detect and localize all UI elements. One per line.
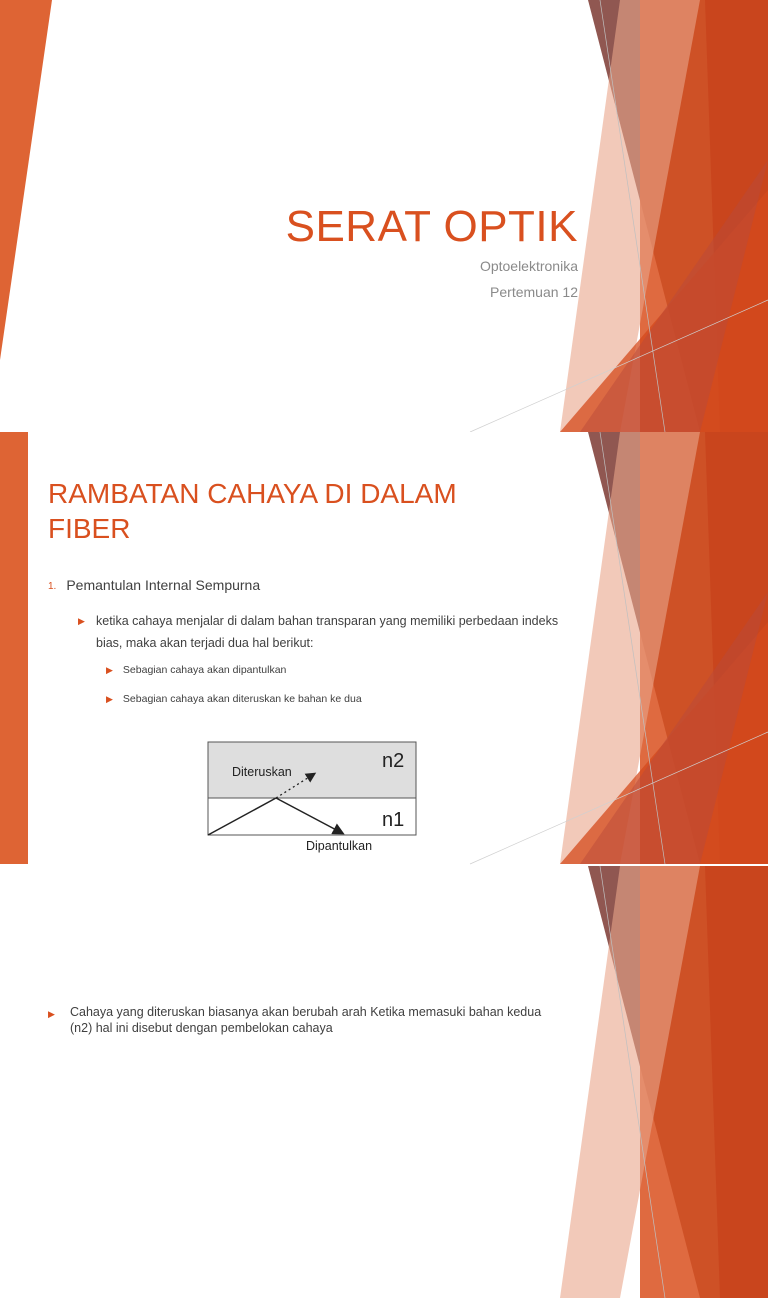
sub-bullet-text: Sebagian cahaya akan diteruskan ke bahan ke dua — [122, 693, 362, 705]
item-text: Pemantulan Internal Sempurna — [66, 577, 261, 593]
bullet-arrow-icon: ▶ — [106, 694, 113, 704]
bullet-arrow-icon: ▶ — [106, 665, 113, 675]
reflection-diagram — [206, 740, 418, 854]
slide-refraction — [0, 866, 768, 1035]
slide-propagation — [0, 432, 768, 864]
slide-title-heading: SERAT OPTIK — [285, 202, 578, 251]
label-n2: n2 — [382, 750, 405, 772]
subtitle-course: Optoelektronika — [479, 258, 578, 274]
numbered-item — [48, 577, 260, 593]
label-transmitted: Diteruskan — [232, 765, 292, 779]
item-number: 1. — [48, 581, 57, 592]
slide-title — [0, 0, 768, 432]
label-reflected: Dipantulkan — [306, 839, 373, 853]
bullet-item — [78, 610, 578, 654]
sub-bullet-item — [106, 693, 362, 705]
decorative-shapes — [0, 866, 768, 1298]
bullet-text: Cahaya yang diteruskan biasanya akan berubah arah Ketika memasuki bahan kedua (n2) hal ini disebut dengan pembelokan cahaya — [70, 1005, 542, 1035]
bullet-arrow-icon: ▶ — [78, 616, 85, 626]
slide-heading: RAMBATAN CAHAYA DI DALAM FIBER — [48, 478, 457, 544]
sub-bullet-text: Sebagian cahaya akan dipantulkan — [122, 664, 287, 676]
bullet-item — [48, 1004, 558, 1036]
subtitle-meeting: Pertemuan 12 — [490, 284, 578, 300]
label-n1: n1 — [382, 809, 405, 831]
bullet-arrow-icon: ▶ — [48, 1009, 55, 1019]
sub-bullet-item — [106, 664, 286, 676]
bullet-text: ketika cahaya menjalar di dalam bahan transparan yang memiliki perbedaan indeks bias, maka akan terjadi dua hal berikut: — [96, 614, 559, 650]
